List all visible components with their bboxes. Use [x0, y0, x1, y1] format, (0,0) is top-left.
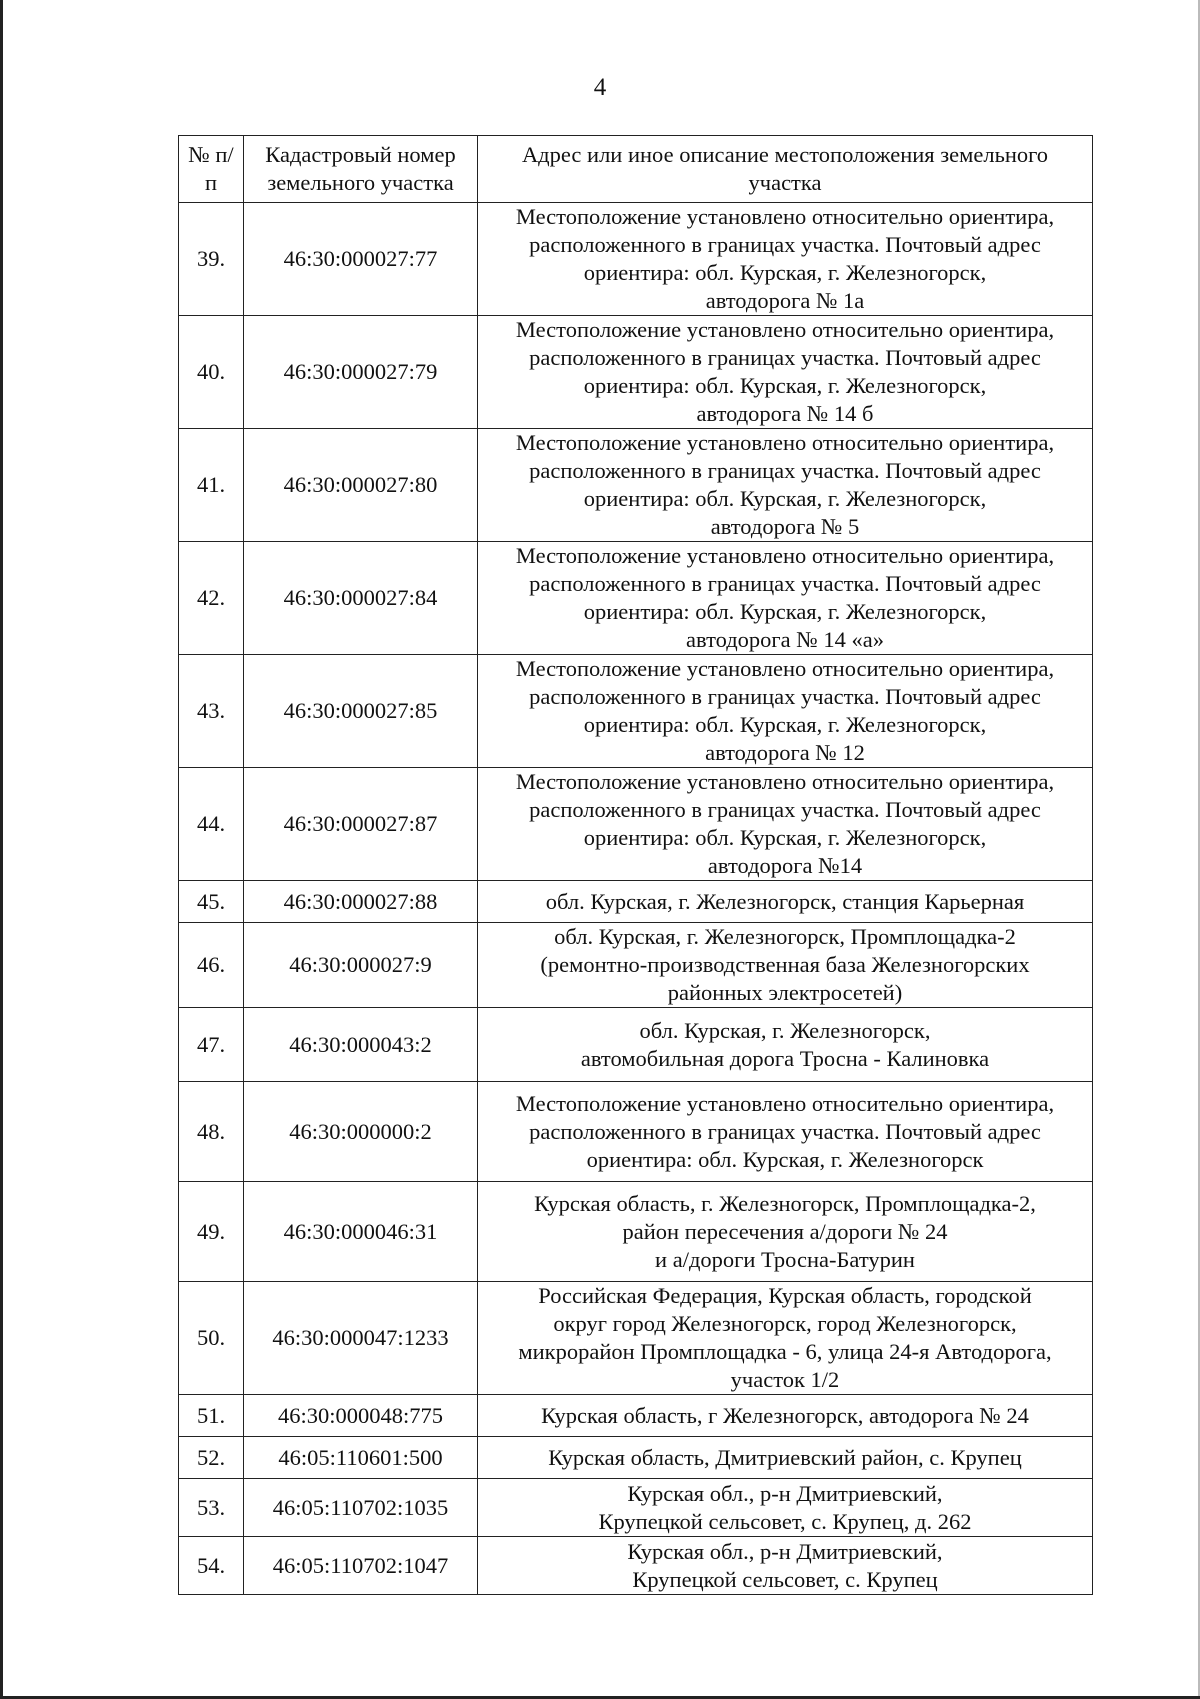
address-line: обл. Курская, г. Железногорск, Промплощадка-2 — [554, 924, 1016, 949]
address-line: Курская обл., р-н Дмитриевский, — [627, 1480, 943, 1506]
land-plot-table — [178, 135, 1093, 1595]
address-line: автодорога № 14 б — [696, 401, 874, 426]
address-line: Местоположение установлено относительно ориентира, — [515, 317, 1055, 342]
row-number: 39. — [179, 203, 244, 316]
table-row — [179, 1479, 1093, 1537]
table-row — [179, 429, 1093, 542]
table-row — [179, 1008, 1093, 1082]
row-number: 45. — [179, 881, 244, 923]
address-line: участок 1/2 — [730, 1367, 840, 1392]
row-number: 49. — [179, 1182, 244, 1282]
address-description — [478, 316, 1093, 429]
table-row — [179, 768, 1093, 881]
address-description — [478, 1479, 1093, 1537]
table-body — [179, 203, 1093, 1595]
address-line: Местоположение установлено относительно ориентира, — [515, 204, 1055, 229]
scan-edge-left — [0, 0, 3, 1699]
address-line: Местоположение установлено относительно ориентира, — [515, 769, 1055, 794]
page-number: 4 — [593, 74, 607, 101]
table-row — [179, 1182, 1093, 1282]
address-line: расположенного в границах участка. Почтовый адрес — [529, 571, 1041, 596]
address-line: Российская Федерация, Курская область, городской — [538, 1283, 1032, 1308]
address-line: обл. Курская, г. Железногорск, — [639, 1017, 931, 1043]
table-row — [179, 1282, 1093, 1395]
address-line: Местоположение установлено относительно ориентира, — [515, 656, 1055, 681]
address-line: автодорога №14 — [707, 853, 863, 878]
address-description — [478, 881, 1093, 923]
cadastral-number: 46:30:000027:85 — [244, 655, 478, 768]
cadastral-number: 46:30:000027:84 — [244, 542, 478, 655]
address-description — [478, 1437, 1093, 1479]
cadastral-number: 46:30:000048:775 — [244, 1395, 478, 1437]
address-line: расположенного в границах участка. Почтовый адрес — [529, 1118, 1041, 1144]
header-address — [478, 136, 1093, 203]
row-number: 42. — [179, 542, 244, 655]
cadastral-number: 46:05:110601:500 — [244, 1437, 478, 1479]
cadastral-number: 46:30:000027:9 — [244, 923, 478, 1008]
address-line: обл. Курская, г. Железногорск, станция Карьерная — [545, 888, 1025, 914]
address-line: округ город Железногорск, город Железногорск, — [553, 1311, 1017, 1336]
row-number: 50. — [179, 1282, 244, 1395]
address-line: микрорайон Промплощадка - 6, улица 24-я Автодорога, — [518, 1339, 1052, 1364]
address-line: расположенного в границах участка. Почтовый адрес — [529, 232, 1041, 257]
address-line: и а/дороги Тросна-Батурин — [655, 1246, 915, 1272]
cadastral-number: 46:30:000047:1233 — [244, 1282, 478, 1395]
row-number: 52. — [179, 1437, 244, 1479]
table-header — [179, 136, 1093, 203]
table-row — [179, 1395, 1093, 1437]
address-line: автодорога № 12 — [705, 740, 865, 765]
address-line: район пересечения а/дороги № 24 — [622, 1218, 948, 1244]
address-line: автодорога № 14 «а» — [686, 627, 884, 652]
row-number: 40. — [179, 316, 244, 429]
cadastral-number: 46:30:000027:87 — [244, 768, 478, 881]
header-line: № — [188, 142, 210, 167]
header-line: земельного участка — [267, 170, 454, 195]
address-description — [478, 1008, 1093, 1082]
header-cadastral — [244, 136, 478, 203]
row-number: 47. — [179, 1008, 244, 1082]
cadastral-number: 46:30:000027:88 — [244, 881, 478, 923]
address-line: Крупецкой сельсовет, с. Крупец — [632, 1566, 938, 1592]
table-row — [179, 1082, 1093, 1182]
row-number: 54. — [179, 1537, 244, 1595]
row-number: 53. — [179, 1479, 244, 1537]
cadastral-number: 46:30:000000:2 — [244, 1082, 478, 1182]
address-description — [478, 429, 1093, 542]
row-number: 41. — [179, 429, 244, 542]
address-description — [478, 1537, 1093, 1595]
address-description — [478, 542, 1093, 655]
table-row — [179, 542, 1093, 655]
address-description — [478, 768, 1093, 881]
address-line: автодорога № 5 — [710, 514, 860, 539]
header-line: Кадастровый номер — [265, 142, 456, 167]
cadastral-number: 46:30:000027:80 — [244, 429, 478, 542]
address-line: Курская область, г Железногорск, автодорога № 24 — [541, 1402, 1029, 1428]
address-description — [478, 203, 1093, 316]
address-description — [478, 655, 1093, 768]
table-row — [179, 655, 1093, 768]
address-line: Крупецкой сельсовет, с. Крупец, д. 262 — [598, 1508, 972, 1534]
address-line: Курская область, г. Железногорск, Промплощадка-2, — [534, 1190, 1036, 1216]
address-line: расположенного в границах участка. Почтовый адрес — [529, 797, 1041, 822]
address-line: Курская область, Дмитриевский район, с. Крупец — [548, 1444, 1022, 1470]
cadastral-number: 46:30:000027:77 — [244, 203, 478, 316]
address-line: ориентира: обл. Курская, г. Железногорск, — [583, 599, 987, 624]
address-line: ориентира: обл. Курская, г. Железногорск, — [583, 825, 987, 850]
address-line: расположенного в границах участка. Почтовый адрес — [529, 458, 1041, 483]
address-line: Местоположение установлено относительно ориентира, — [515, 1090, 1055, 1116]
address-line: Курская обл., р-н Дмитриевский, — [627, 1538, 943, 1564]
address-description — [478, 1082, 1093, 1182]
table-row — [179, 923, 1093, 1008]
row-number: 46. — [179, 923, 244, 1008]
address-line: (ремонтно-производственная база Железногорских — [540, 952, 1030, 977]
cadastral-number: 46:05:110702:1035 — [244, 1479, 478, 1537]
table-row — [179, 316, 1093, 429]
address-line: автомобильная дорога Тросна - Калиновка — [580, 1045, 990, 1071]
row-number: 48. — [179, 1082, 244, 1182]
cadastral-number: 46:05:110702:1047 — [244, 1537, 478, 1595]
address-line: ориентира: обл. Курская, г. Железногорск, — [583, 486, 987, 511]
table-row — [179, 881, 1093, 923]
header-line: местоположения земельного участка — [748, 142, 1049, 195]
table-row — [179, 1537, 1093, 1595]
header-line: п/п — [204, 142, 234, 195]
cadastral-number: 46:30:000046:31 — [244, 1182, 478, 1282]
address-description — [478, 1182, 1093, 1282]
table-row — [179, 203, 1093, 316]
row-number: 43. — [179, 655, 244, 768]
cadastral-number: 46:30:000043:2 — [244, 1008, 478, 1082]
header-row — [179, 136, 1093, 203]
address-line: районных электросетей) — [667, 980, 903, 1005]
address-line: автодорога № 1а — [705, 288, 865, 313]
cadastral-number: 46:30:000027:79 — [244, 316, 478, 429]
address-line: ориентира: обл. Курская, г. Железногорск, — [583, 373, 987, 398]
address-line: Местоположение установлено относительно ориентира, — [515, 430, 1055, 455]
address-description — [478, 1395, 1093, 1437]
address-line: расположенного в границах участка. Почтовый адрес — [529, 684, 1041, 709]
address-line: Местоположение установлено относительно ориентира, — [515, 543, 1055, 568]
address-line: ориентира: обл. Курская, г. Железногорск, — [583, 712, 987, 737]
table-row — [179, 1437, 1093, 1479]
address-description — [478, 923, 1093, 1008]
row-number: 44. — [179, 768, 244, 881]
address-line: ориентира: обл. Курская, г. Железногорск, — [583, 260, 987, 285]
row-number: 51. — [179, 1395, 244, 1437]
header-line: Адрес или иное описание — [521, 142, 769, 167]
address-description — [478, 1282, 1093, 1395]
address-line: расположенного в границах участка. Почтовый адрес — [529, 345, 1041, 370]
header-number — [179, 136, 244, 203]
address-line: ориентира: обл. Курская, г. Железногорск — [586, 1146, 984, 1172]
